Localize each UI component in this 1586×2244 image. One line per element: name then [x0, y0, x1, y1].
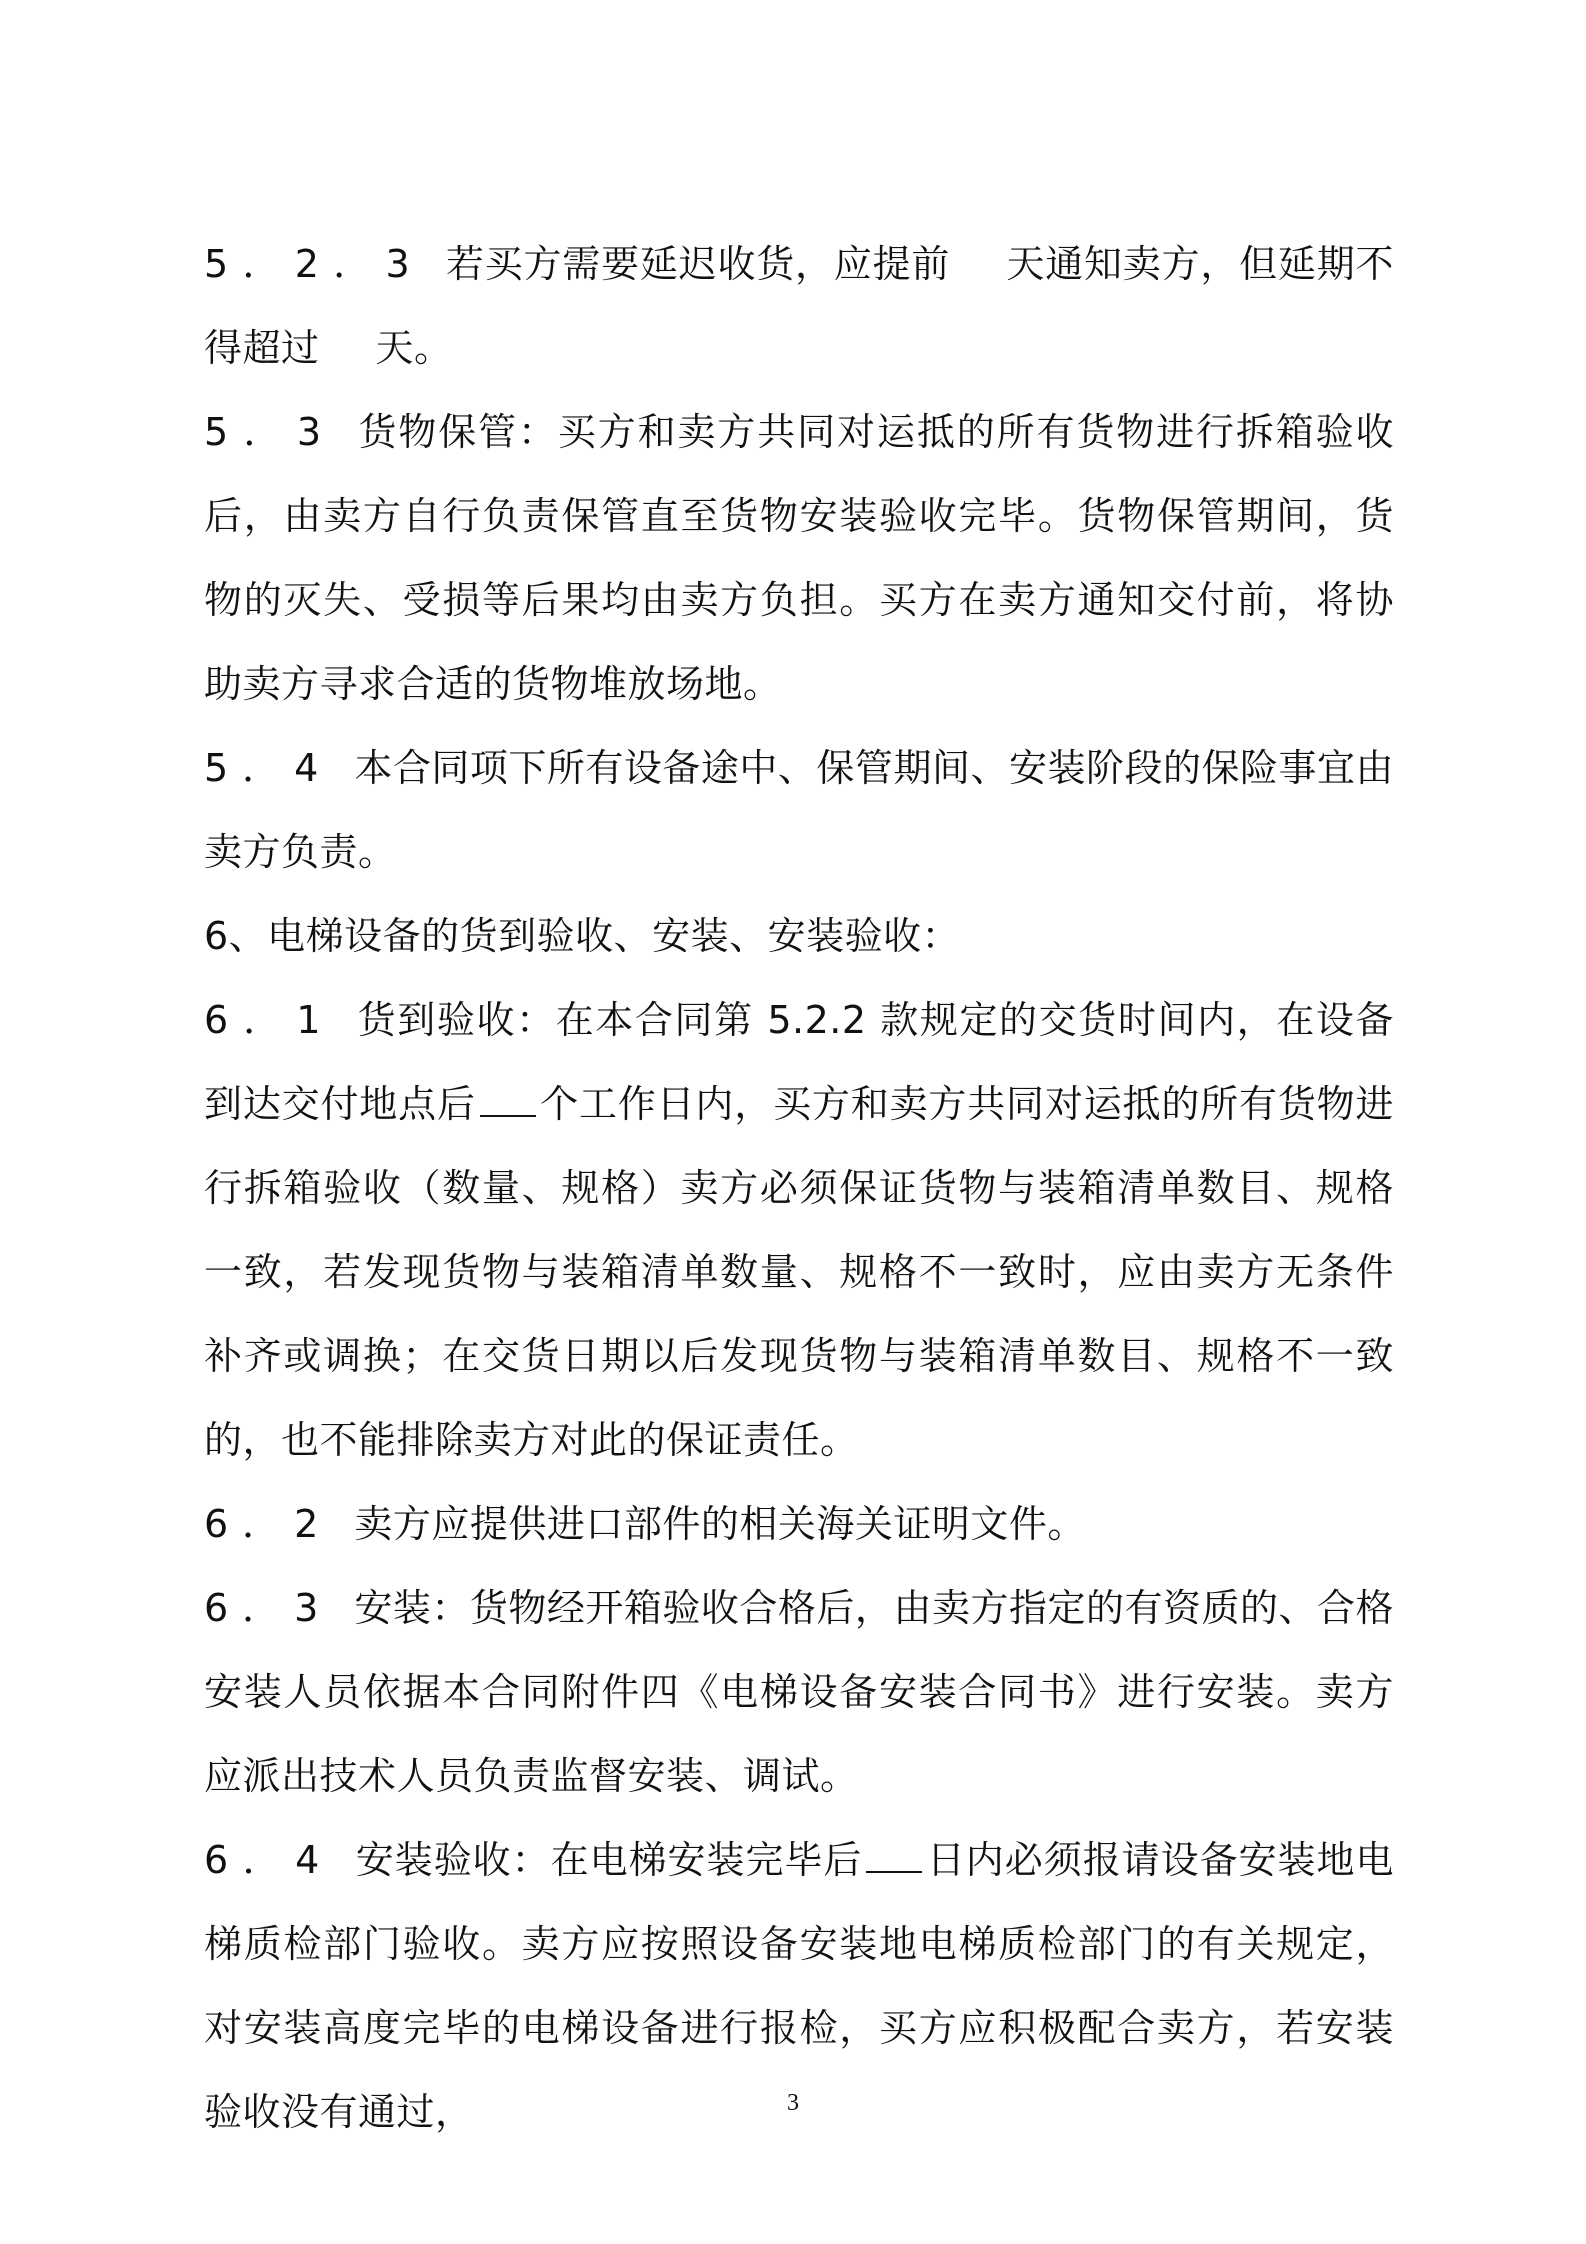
clause-6-1 [204, 978, 1394, 1482]
clause-5-4 [204, 726, 1394, 894]
page-number: 3 [787, 2090, 799, 2116]
clause-number: 6．4 [204, 1838, 334, 1882]
clause-5-3 [204, 390, 1394, 726]
section-heading-text: 6、电梯设备的货到验收、安装、安装验收： [204, 914, 961, 958]
clause-text: 安装：货物经开箱验收合格后，由卖方指定的有资质的、合格安装人员依据本合同附件四《电梯设备安装合同书》进行安装。卖方应派出技术人员负责监督安装、调试。 [204, 1586, 1394, 1798]
clause-text: 若买方需要延迟收货，应提前 [445, 242, 951, 286]
clause-6-3 [204, 1566, 1394, 1818]
underlined-blank [480, 1081, 536, 1117]
clause-5-2-3 [204, 222, 1394, 390]
underlined-blank [866, 1837, 922, 1873]
clause-text: 安装验收：在电梯安装完毕后 [355, 1838, 863, 1882]
clause-text: 日内必须报请设备安装地电梯质检部门验收。卖方应按照设备安装地电梯质检部门的有关规定，对安装高度完毕的电梯设备进行报检，买方应积极配合卖方，若安装验收没有通过， [204, 1838, 1394, 2134]
document-body [204, 222, 1394, 2154]
fill-in-blank [950, 243, 1006, 277]
clause-text: 货到验收：在本合同第 5.2.2 款规定的交货时间内，在设备到达交付地点后 [204, 998, 1394, 1126]
fill-in-blank [320, 327, 376, 361]
section-6-heading [204, 894, 1394, 978]
clause-number: 5．3 [204, 410, 336, 454]
clause-number: 5．4 [204, 746, 333, 790]
clause-text: 天。 [375, 326, 453, 370]
clause-number: 5．2．3 [204, 242, 424, 286]
clause-text: 天通知卖方，但延期不得超过 [204, 242, 1394, 370]
clause-text: 卖方应提供进口部件的相关海关证明文件。 [354, 1502, 1086, 1546]
clause-6-2 [204, 1482, 1394, 1566]
clause-text: 本合同项下所有设备途中、保管期间、安装阶段的保险事宜由卖方负责。 [204, 746, 1394, 874]
clause-text: 个工作日内，买方和卖方共同对运抵的所有货物进行拆箱验收（数量、规格）卖方必须保证货物与装箱清单数目、规格一致，若发现货物与装箱清单数量、规格不一致时，应由卖方无条件补齐或调换；在交货日期以后发现货物与装箱清单数目、规格不一致的，也不能排除卖方对此的保证责任。 [204, 1082, 1394, 1462]
clause-number: 6．3 [204, 1586, 333, 1630]
clause-number: 6．1 [204, 998, 335, 1042]
clause-text: 货物保管：买方和卖方共同对运抵的所有货物进行拆箱验收后，由卖方自行负责保管直至货物安装验收完毕。货物保管期间，货物的灭失、受损等后果均由卖方负担。买方在卖方通知交付前，将协助卖方寻求合适的货物堆放场地。 [204, 410, 1394, 706]
clause-number: 6．2 [204, 1502, 333, 1546]
